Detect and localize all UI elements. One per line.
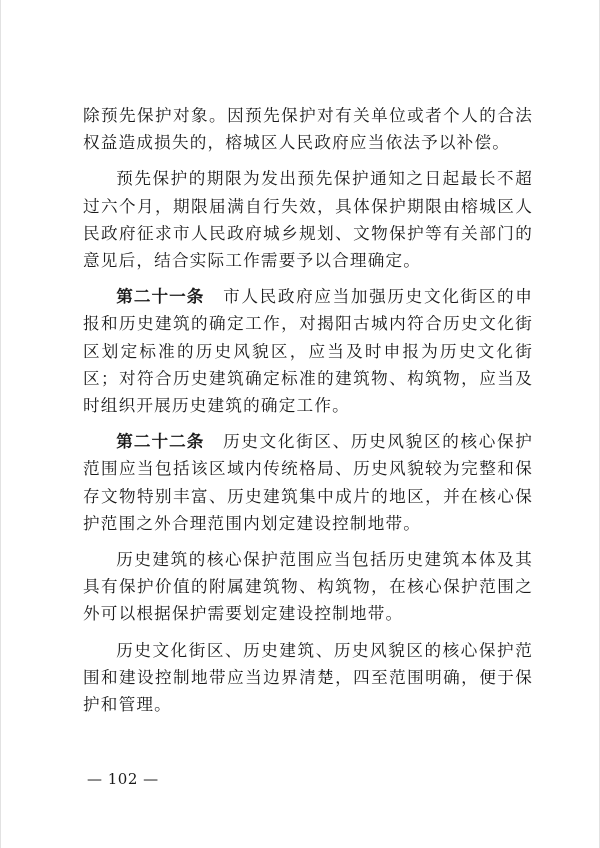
paragraph-text: 市人民政府应当加强历史文化街区的申报和历史建筑的确定工作，对揭阳古城内符合历史文化街区划定标准的历史风貌区，应当及时申报为历史文化街区；对符合历史建筑确定标准的建筑物、构筑物，应当及时组织开展历史建筑的确定工作。 (83, 287, 533, 416)
paragraph-boundary-clarity (83, 637, 533, 719)
paragraph-text: 历史文化街区、历史建筑、历史风貌区的核心保护范围和建设控制地带应当边界清楚，四至范围明确，便于保护和管理。 (83, 640, 533, 715)
paragraph-text: 历史文化街区、历史风貌区的核心保护范围应当包括该区域内传统格局、历史风貌较为完整和保存文物特别丰富、历史建筑集中成片的地区，并在核心保护范围之外合理范围内划定建设控制地带。 (83, 432, 533, 533)
paragraph-continuation (83, 102, 533, 156)
article-22 (83, 428, 533, 537)
article-21 (83, 283, 533, 419)
paragraph-text: 预先保护的期限为发出预先保护通知之日起最长不超过六个月，期限届满自行失效，具体保护期限由榕城区人民政府征求市人民政府城乡规划、文物保护等有关部门的意见后，结合实际工作需要予以合理确定。 (83, 169, 533, 271)
page-number: — 102 — (87, 770, 159, 788)
article-number: 第二十二条 (116, 432, 205, 452)
article-number: 第二十一条 (116, 287, 205, 307)
document-body (83, 102, 533, 727)
paragraph-text: 历史建筑的核心保护范围应当包括历史建筑本体及其具有保护价值的附属建筑物、构筑物，在核心保护范围之外可以根据保护需要划定建设控制地带。 (83, 550, 533, 624)
paragraph-historic-building-scope (83, 546, 533, 628)
paragraph-protection-term (83, 165, 533, 274)
paragraph-text: 除预先保护对象。因预先保护对有关单位或者个人的合法权益造成损失的，榕城区人民政府应当依法予以补偿。 (83, 106, 533, 153)
